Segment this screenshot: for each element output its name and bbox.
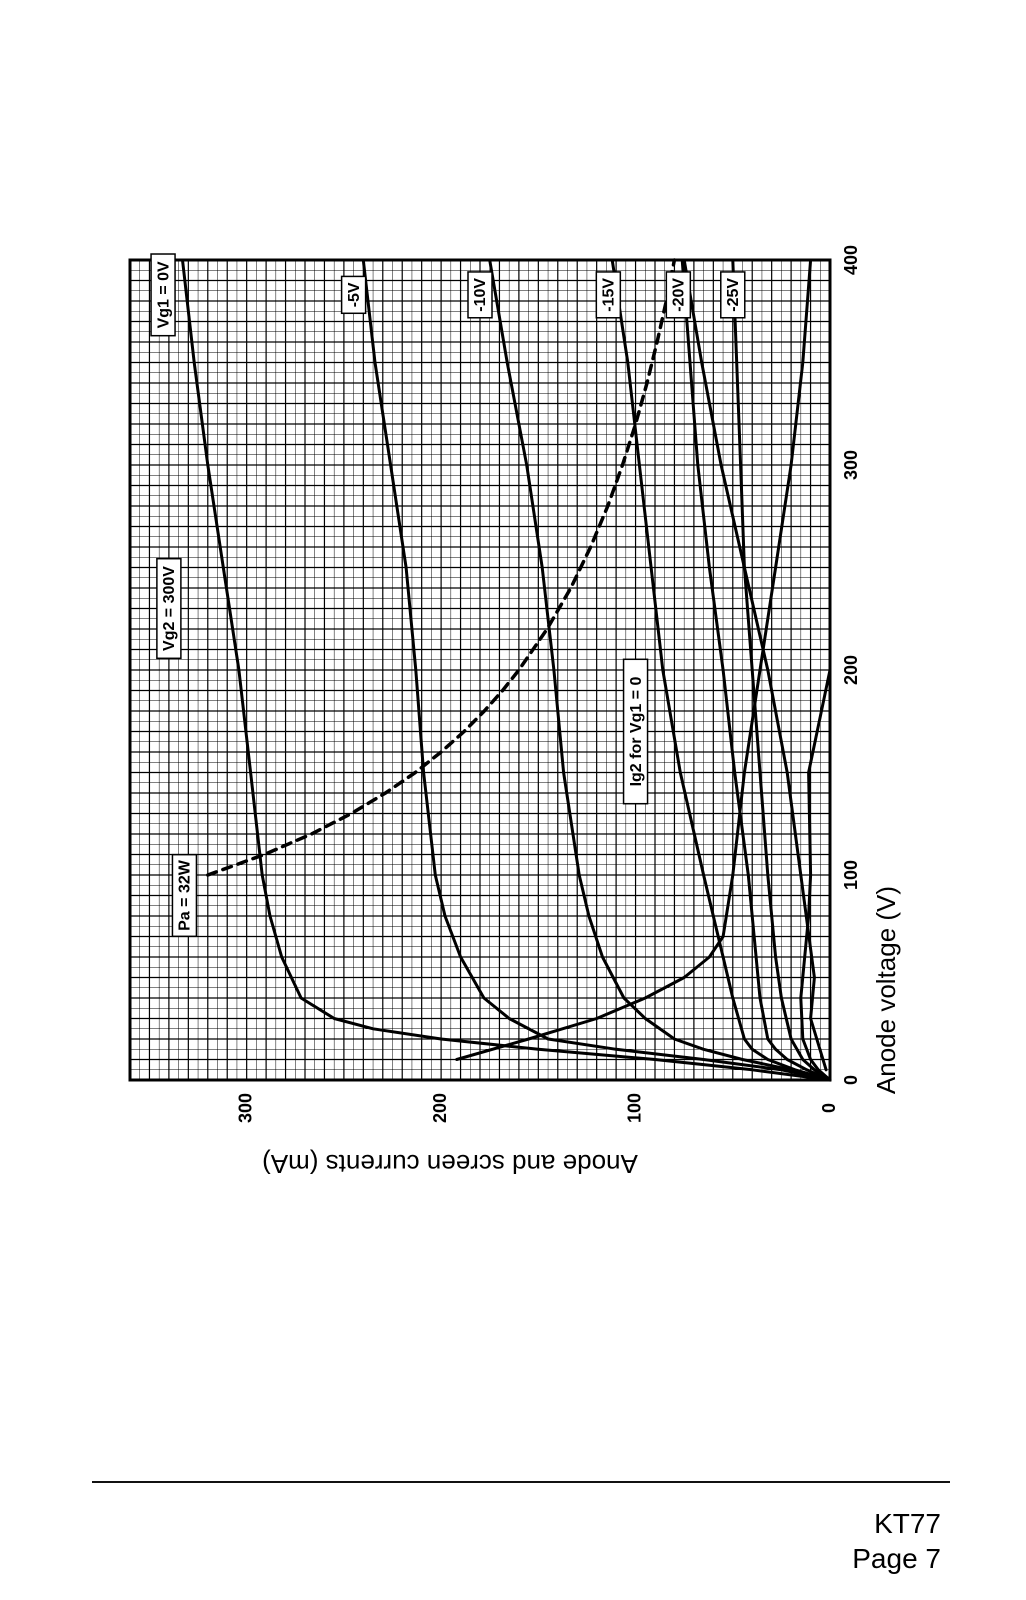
x-tick-label: 100 — [840, 859, 861, 891]
x-axis-label: Anode voltage (V) — [871, 885, 901, 1095]
footer-rule — [92, 1481, 950, 1483]
curve-label-text: -10V — [472, 277, 490, 312]
screen-voltage-label — [157, 559, 181, 659]
curve-label-text: Vg1 = 0V — [155, 261, 173, 329]
dissipation-label — [172, 855, 196, 937]
x-tick-label: 400 — [840, 244, 861, 276]
curve-label-text: -5V — [345, 282, 363, 308]
y-tick-label: 200 — [429, 1092, 450, 1124]
x-tick-label: 300 — [840, 449, 861, 481]
y-axis-label: Anode and screen currents (mA) — [262, 1149, 638, 1179]
dissipation-label-text: Pa = 32W — [176, 860, 194, 931]
curve-label — [342, 276, 366, 313]
y-tick-label: 0 — [818, 1102, 839, 1114]
screen-current-label-text: Ig2 for Vg1 = 0 — [627, 676, 645, 787]
curve-label — [721, 272, 745, 318]
curve-label — [596, 272, 620, 318]
grid — [130, 260, 830, 1080]
y-tick-label: 300 — [235, 1092, 256, 1124]
page-number: Page 7 — [852, 1543, 941, 1574]
curve-label — [151, 254, 175, 336]
document-code: KT77 — [874, 1508, 941, 1539]
screen-voltage-label-text: Vg2 = 300V — [161, 566, 179, 651]
curve-label-text: -25V — [724, 277, 743, 312]
curve-label — [666, 272, 690, 318]
curve-label-text: -15V — [600, 277, 618, 312]
y-tick-label: 100 — [624, 1092, 645, 1124]
screen-current-label — [624, 659, 648, 803]
x-tick-label: 0 — [840, 1074, 861, 1086]
x-tick-label: 200 — [840, 654, 861, 686]
curve-label — [468, 272, 492, 318]
curve-label-text: -20V — [670, 277, 688, 312]
